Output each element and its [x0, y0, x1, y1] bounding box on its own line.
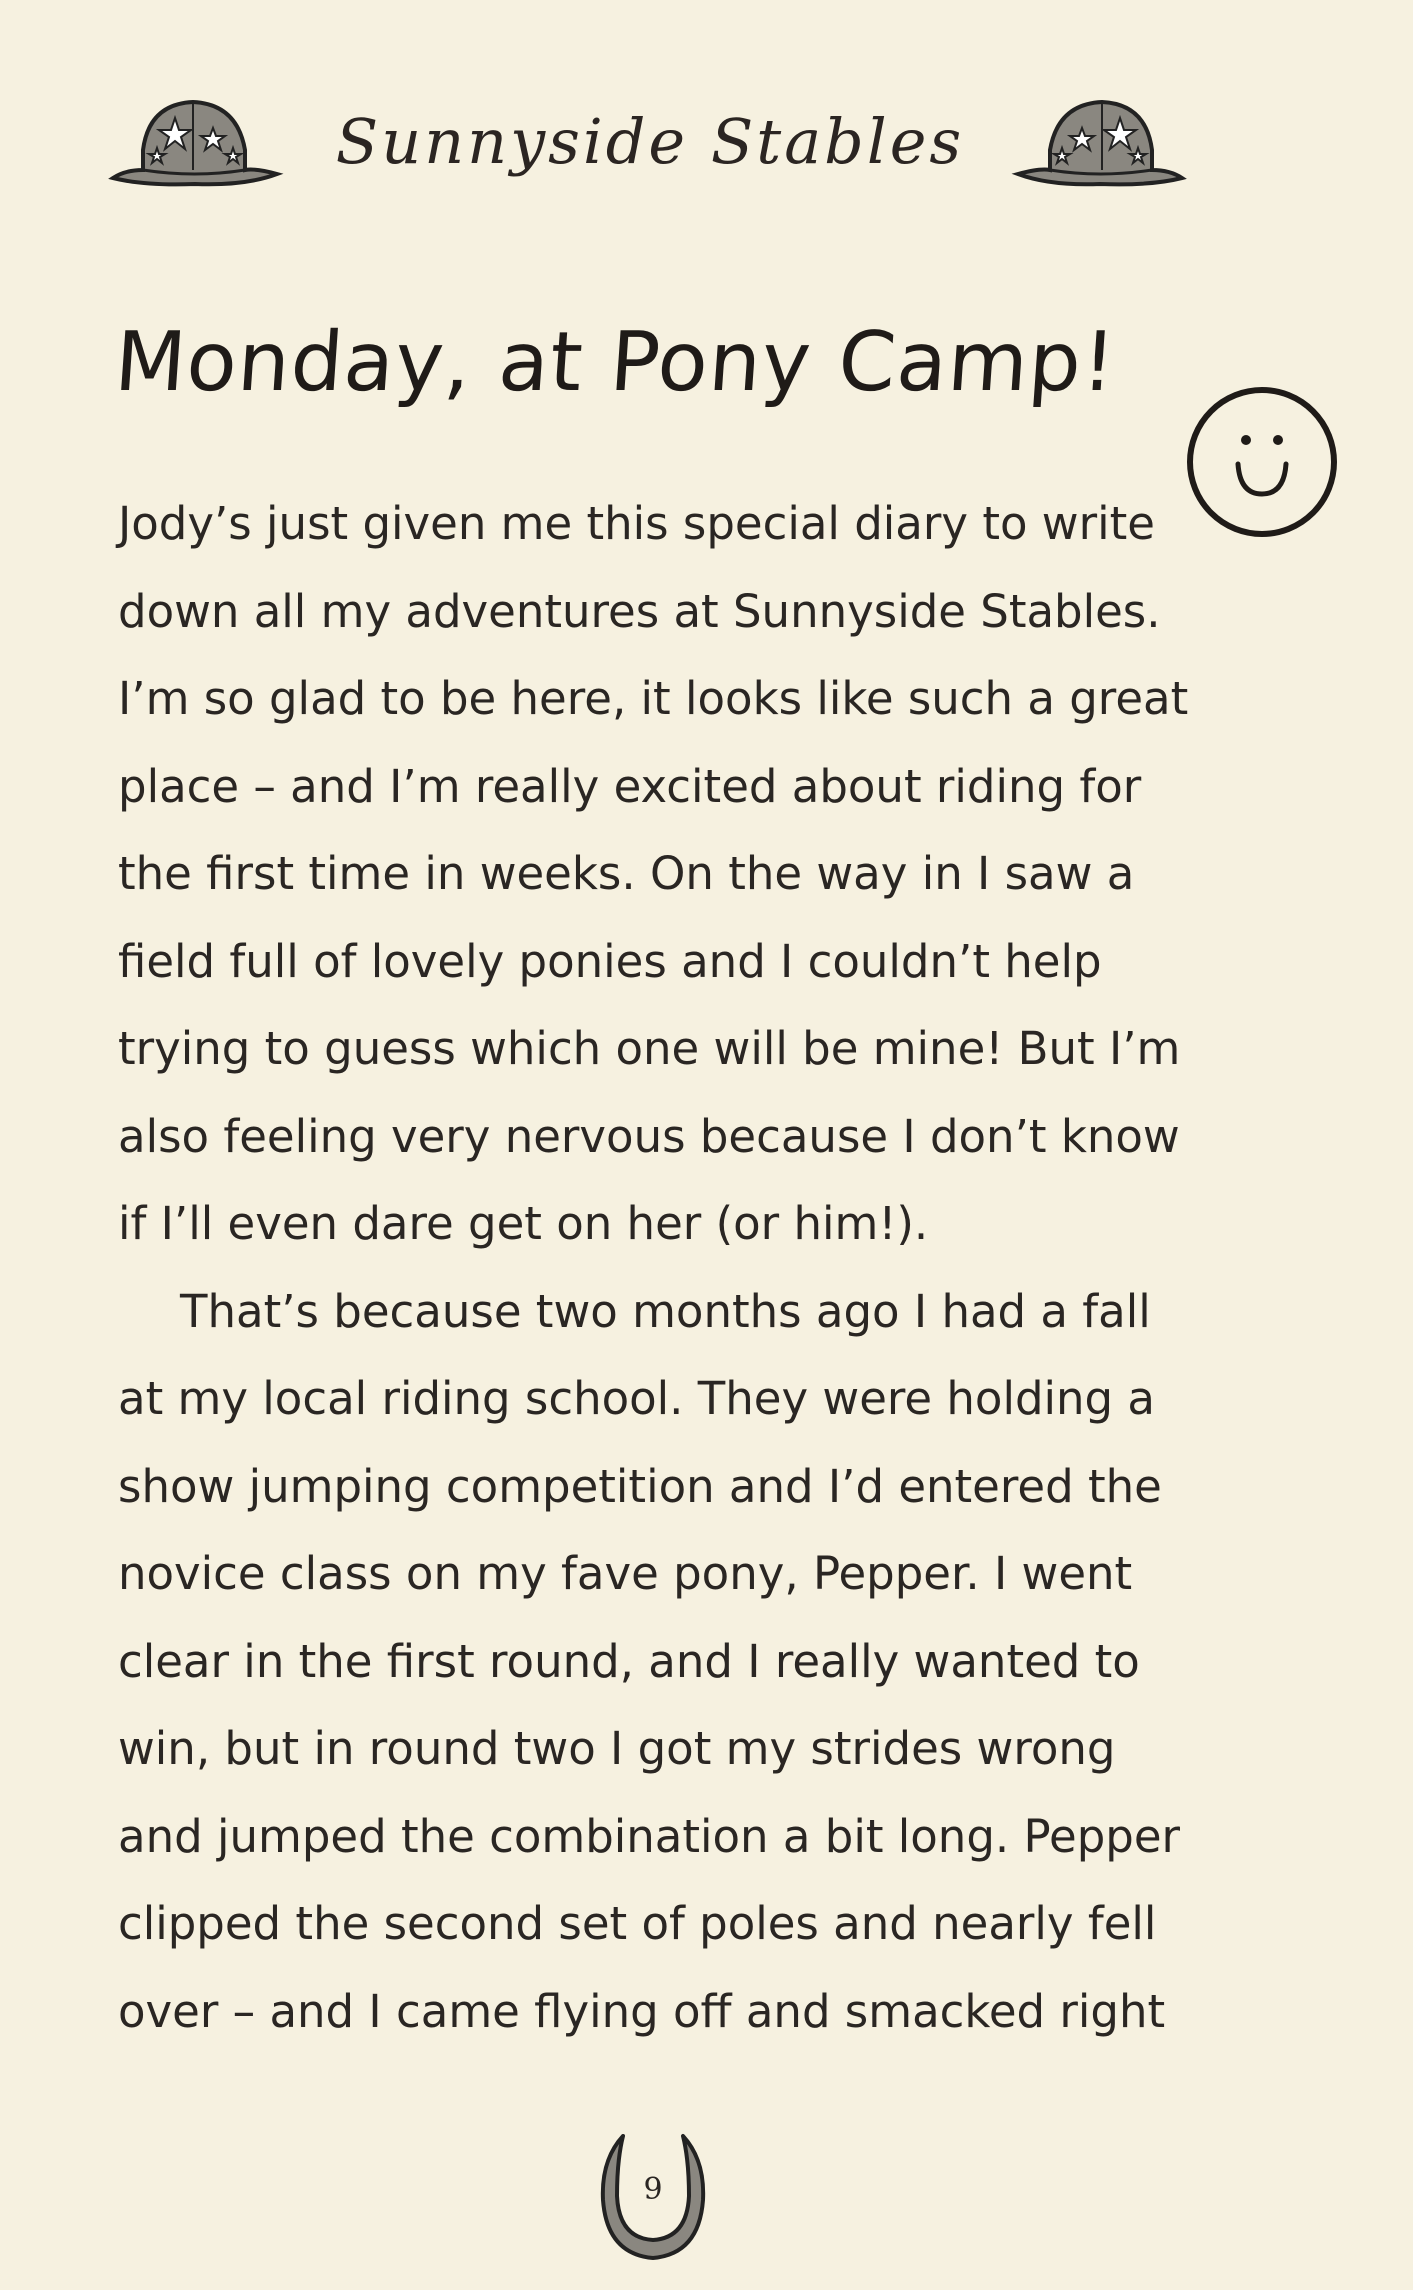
book-series-title: Sunnyside Stables — [335, 105, 965, 178]
text-line: field full of lovely ponies and I couldn’t help — [118, 934, 1102, 988]
riding-hat-icon — [1010, 90, 1190, 200]
text-line: show jumping competition and I’d entered the — [118, 1459, 1162, 1513]
text-line: at my local riding school. They were holding a — [118, 1372, 1155, 1425]
page-number: 9 — [643, 2172, 663, 2207]
text-line: down all my adventures at Sunnyside Stables. — [118, 584, 1161, 638]
text-line: the first time in weeks. On the way in I saw a — [118, 847, 1135, 900]
text-line: over – and I came flying off and smacked right — [118, 1984, 1166, 2038]
text-line: trying to guess which one will be mine! But I’m — [118, 1022, 1181, 1075]
page-header — [0, 80, 1413, 210]
text-line-paragraph-start: That’s because two months ago I had a fall — [180, 1284, 1151, 1338]
text-line: Jody’s just given me this special diary to write — [118, 497, 1155, 550]
text-line: I’m so glad to be here, it looks like such a great — [118, 672, 1189, 725]
text-line: clipped the second set of poles and nearly fell — [118, 1897, 1157, 1950]
diary-entry-heading: Monday, at Pony Camp! — [111, 315, 1120, 410]
text-line: novice class on my fave pony, Pepper. I went — [118, 1547, 1133, 1600]
text-line: if I’ll even dare get on her (or him!). — [118, 1197, 929, 1250]
text-line: also feeling very nervous because I don’t know — [118, 1109, 1180, 1163]
text-line: place – and I’m really excited about riding for — [118, 759, 1142, 813]
text-line: and jumped the combination a bit long. Pepper — [118, 1809, 1181, 1863]
text-line: win, but in round two I got my strides wrong — [118, 1722, 1116, 1775]
page-number-badge — [593, 2120, 713, 2270]
text-line: clear in the first round, and I really wanted to — [118, 1634, 1140, 1688]
diary-entry-body — [118, 480, 1238, 2055]
riding-hat-icon — [105, 90, 285, 200]
